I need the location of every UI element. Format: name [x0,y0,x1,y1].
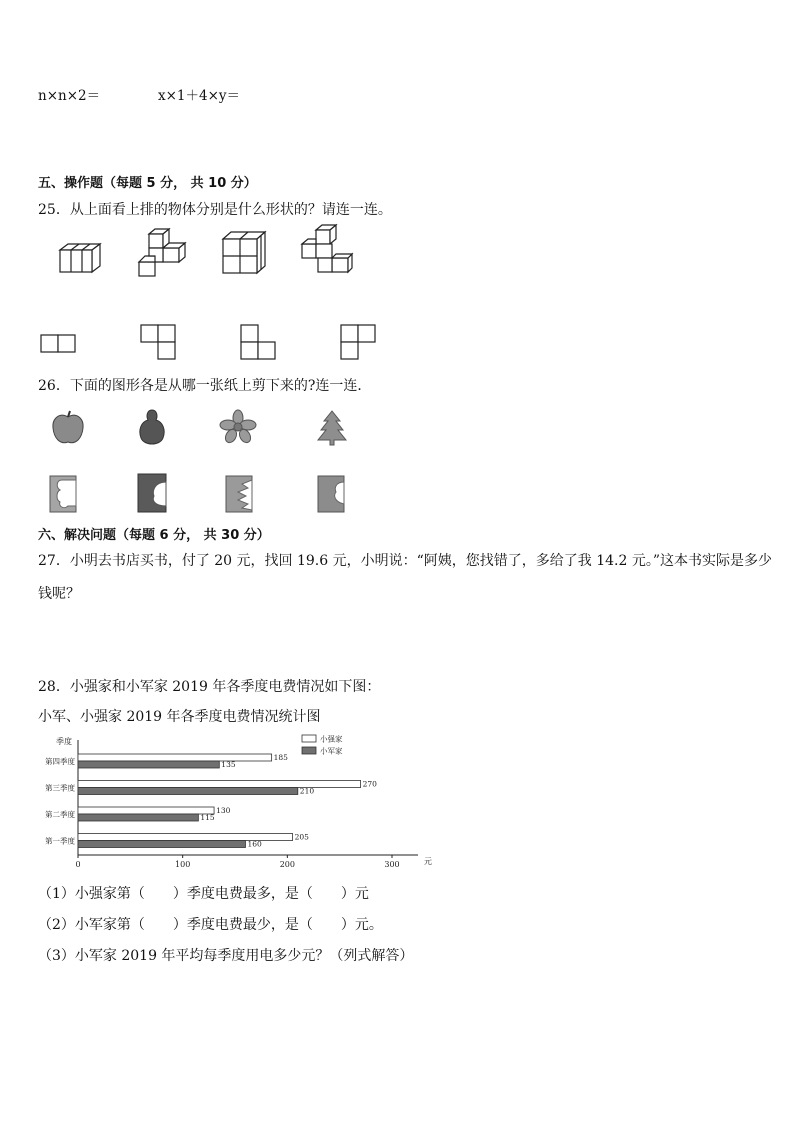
block-figure-2 [135,228,187,278]
paper-sheet-2 [136,472,168,514]
flower-cutout [220,410,256,444]
bar-xiaoqiang [78,807,214,814]
paper-sheet-3 [224,474,254,514]
question-28-intro: 28．小强家和小军家 2019 年各季度电费情况如下图： [38,679,381,695]
data-label: 205 [294,832,309,842]
top-view-1 [40,334,76,354]
legend-swatch [302,735,316,742]
x-tick-label: 200 [279,860,295,869]
section-6-heading: 六、解决问题（每题 6 分， 共 30 分） [38,528,270,543]
bar-xiaojun [78,761,219,768]
x-tick-label: 300 [384,860,400,869]
bar-xiaojun [78,814,198,821]
electricity-bar-chart [30,730,430,875]
section-5-heading: 五、操作题（每题 5 分， 共 10 分） [38,176,257,191]
block-figure-1 [55,240,105,276]
top-view-3 [240,324,276,360]
category-label: 第四季度 [45,757,75,766]
data-label: 115 [200,813,215,822]
data-label: 160 [247,839,262,849]
question-28-sub-2: （2）小军家第（ ）季度电费最少，是（ ）元。 [38,917,383,933]
bar-xiaoqiang [78,754,272,761]
y-axis-title: 季度 [56,737,72,746]
legend-label: 小强家 [320,734,343,744]
category-label: 第三季度 [45,783,75,793]
paper-sheet-4 [316,474,346,514]
expression-1: n×n×2＝ [38,88,101,104]
expression-2: x×1＋4×y＝ [158,88,241,104]
question-27-line-2: 钱呢？ [38,586,80,602]
apple-cutout [50,410,86,446]
paper-sheet-1 [48,474,78,514]
bar-xiaojun [78,788,298,795]
data-label: 135 [221,760,236,769]
block-figure-4 [300,224,354,276]
data-label: 270 [362,779,377,789]
data-label: 210 [299,786,315,796]
tree-cutout [316,410,348,446]
category-label: 第一季度 [45,836,75,846]
question-28-sub-3: （3）小军家 2019 年平均每季度用电多少元？（列式解答） [38,948,414,964]
x-axis-unit: 元 [424,857,432,866]
category-label: 第二季度 [45,810,75,819]
question-28-sub-1: （1）小强家第（ ）季度电费最多，是（ ）元 [38,886,369,902]
data-label: 185 [273,753,288,762]
question-27-line-1: 27．小明去书店买书，付了 20 元，找回 19.6 元，小明说：“阿姨，您找错了，多给了我 14.2 元。”这本书实际是多少 [38,553,772,569]
block-figure-3 [220,230,268,276]
gourd-cutout [136,408,168,448]
x-tick-label: 0 [75,860,81,869]
data-label: 130 [216,806,231,815]
chart-caption: 小军、小强家 2019 年各季度电费情况统计图 [38,709,321,725]
top-view-4 [340,324,376,360]
question-26: 26．下面的图形各是从哪一张纸上剪下来的?连一连． [38,378,372,394]
legend-label: 小军家 [320,746,343,756]
x-tick-label: 100 [175,860,191,869]
bar-xiaoqiang [78,781,361,788]
question-25: 25．从上面看上排的物体分别是什么形状的？请连一连。 [38,202,392,218]
bar-xiaojun [78,841,245,848]
legend-swatch [302,747,316,754]
top-view-2 [140,324,176,360]
